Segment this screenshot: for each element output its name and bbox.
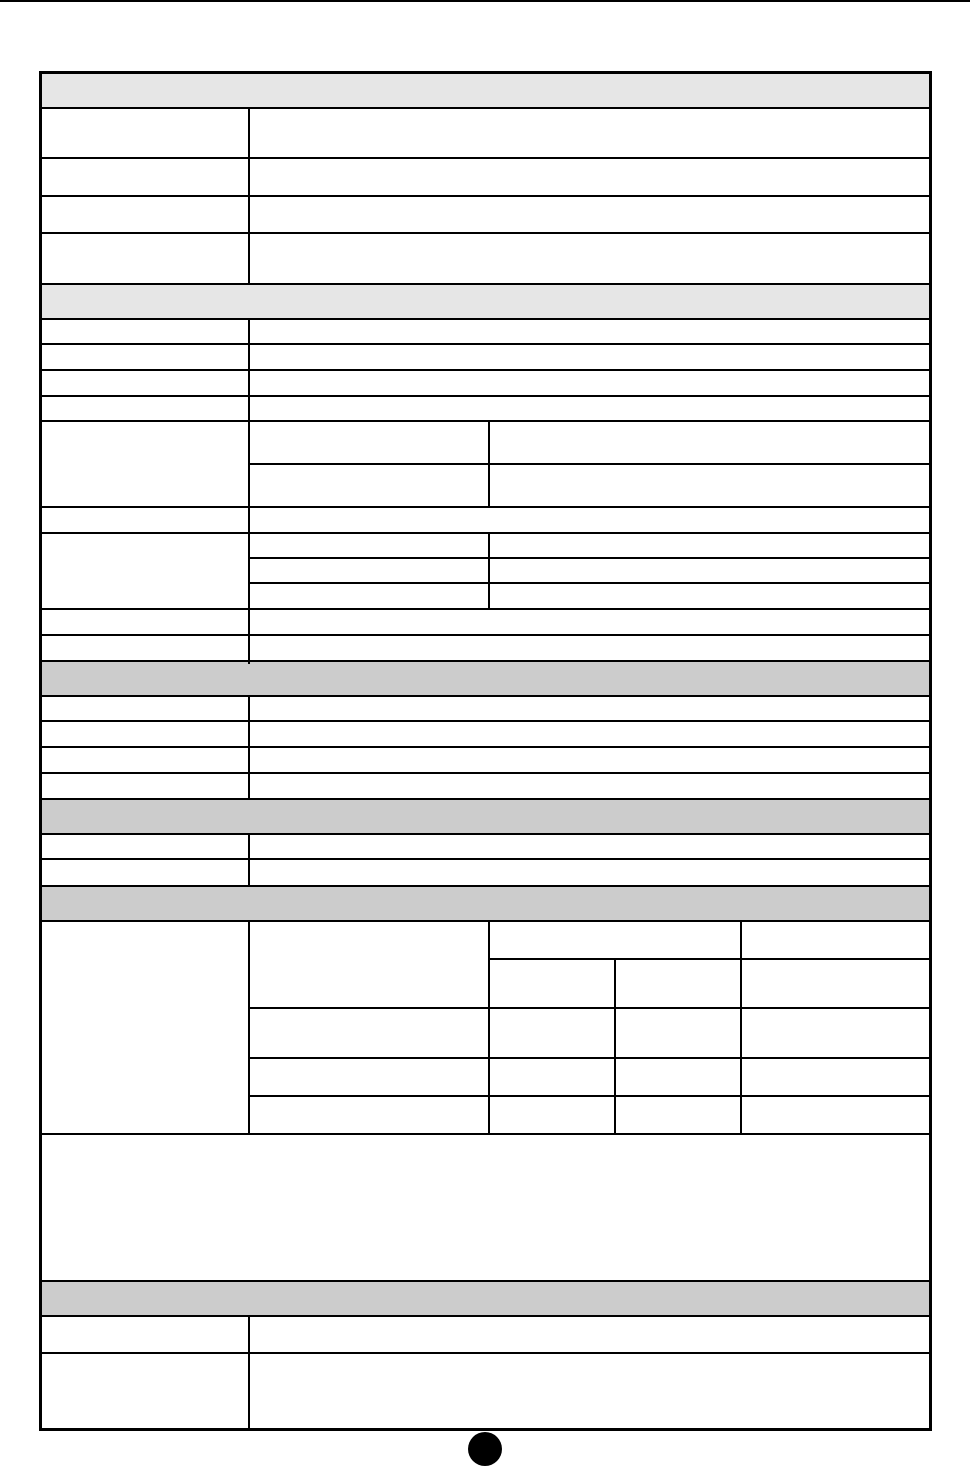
row-divider — [42, 195, 929, 197]
row-divider — [42, 1315, 929, 1317]
row-divider — [42, 798, 929, 800]
row-divider — [42, 1352, 929, 1354]
row-divider — [42, 772, 929, 774]
subcell-divider — [250, 1057, 929, 1059]
column-divider — [248, 1315, 250, 1428]
page-number-marker-icon — [468, 1432, 502, 1466]
section-header-4 — [42, 800, 929, 833]
row-divider — [42, 343, 929, 345]
top-rule — [0, 0, 970, 2]
subcell-divider — [250, 1095, 929, 1097]
row-divider — [42, 695, 929, 697]
subcolumn-divider — [488, 532, 490, 610]
section-header-2 — [42, 285, 929, 318]
section-header-6 — [42, 1282, 929, 1315]
row-divider — [42, 885, 929, 887]
subcell-divider — [490, 958, 929, 960]
row-divider — [42, 283, 929, 285]
row-divider — [42, 1280, 929, 1282]
column-divider — [248, 107, 250, 285]
row-divider — [42, 608, 929, 610]
row-divider — [42, 858, 929, 860]
row-divider — [42, 395, 929, 397]
subcell-divider — [250, 463, 929, 465]
row-divider — [42, 107, 929, 109]
row-divider — [42, 318, 929, 320]
subcolumn-divider — [614, 958, 616, 1135]
row-divider — [42, 420, 929, 422]
subcolumn-divider — [488, 920, 490, 1135]
row-divider — [42, 369, 929, 371]
spec-table — [39, 71, 932, 1431]
row-divider — [42, 1133, 929, 1135]
subcolumn-divider — [488, 420, 490, 508]
column-divider — [248, 920, 250, 1135]
column-divider — [248, 695, 250, 800]
row-divider — [42, 634, 929, 636]
row-divider — [42, 920, 929, 922]
row-divider — [42, 660, 929, 662]
row-divider — [42, 157, 929, 159]
subcolumn-divider — [740, 920, 742, 1135]
subcell-divider — [250, 1007, 929, 1009]
subcell-divider — [250, 582, 929, 584]
row-divider — [42, 833, 929, 835]
row-divider — [42, 720, 929, 722]
row-divider — [42, 232, 929, 234]
row-divider — [42, 746, 929, 748]
section-header-3 — [42, 662, 929, 695]
row-divider — [42, 532, 929, 534]
section-header-5 — [42, 887, 929, 920]
row-divider — [42, 506, 929, 508]
subcell-divider — [250, 557, 929, 559]
column-divider — [248, 833, 250, 887]
section-header-1 — [42, 74, 929, 107]
column-divider — [248, 318, 250, 664]
